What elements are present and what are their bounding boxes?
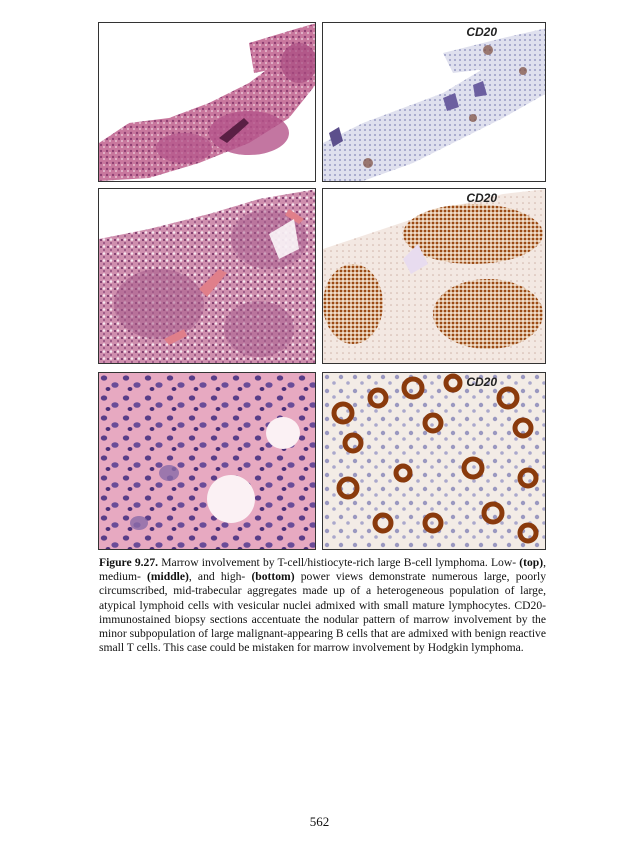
caption-bold-middle: (middle) <box>147 570 189 584</box>
panel-high-he <box>98 372 316 550</box>
panel-medium-cd20 <box>322 188 546 364</box>
he-low-image <box>99 23 316 182</box>
cd20-high-image <box>323 373 546 550</box>
cd20-label: CD20 <box>466 191 497 205</box>
page-number: 562 <box>309 814 330 829</box>
panel-low-he <box>98 22 316 182</box>
cd20-low-image <box>323 23 546 182</box>
caption-text: Marrow involvement by T-cell/histiocyte-rich large B-cell lymphoma. Low- <box>158 556 520 569</box>
figure-number: Figure 9.27. <box>99 556 159 569</box>
cd20-medium-image <box>323 189 546 364</box>
figure-caption <box>99 556 546 655</box>
cd20-label: CD20 <box>466 375 497 389</box>
he-medium-image <box>99 189 316 364</box>
panel-medium-he <box>98 188 316 364</box>
panel-low-cd20 <box>322 22 546 182</box>
caption-text: , and high- <box>188 570 252 584</box>
caption-bold-bottom: (bottom) <box>251 570 295 584</box>
caption-text: power views demonstrate numerous large, poorly circumscribed, mid-trabecular aggregates made up of a heterogeneous population of large, atypical lymphoid cells with vesicular nuclei admixed with small mature lymphocytes. CD20-immunostained biopsy sections accentuate the nodular pattern of marrow involvement by the minor subpopulation of large malignant-appearing B cells that are admixed with benign reactive small T cells. This case could be mistaken for marrow involvement by Hodgkin lymphoma. <box>99 570 546 655</box>
caption-text: , medium- <box>99 556 546 584</box>
he-high-image <box>99 373 316 550</box>
caption-bold-top: (top) <box>519 556 544 569</box>
panel-high-cd20 <box>322 372 546 550</box>
cd20-label: CD20 <box>466 25 497 39</box>
